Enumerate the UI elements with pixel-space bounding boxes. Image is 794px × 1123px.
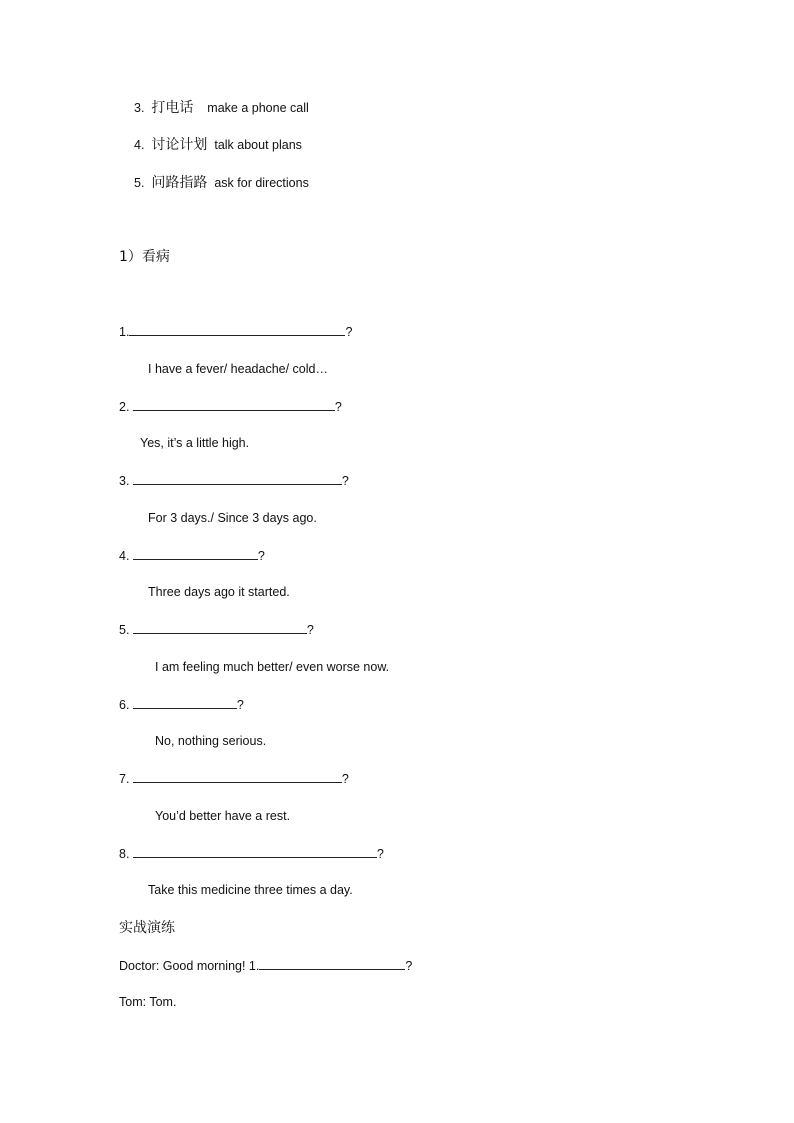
question-line: 7. ?	[119, 772, 349, 786]
answer-text: I have a fever/ headache/ cold…	[148, 362, 328, 376]
answer-blank[interactable]	[133, 621, 307, 634]
answer-text: Take this medicine three times a day.	[148, 883, 353, 897]
answer-text: Three days ago it started.	[148, 585, 290, 599]
section-title: 1）看病	[119, 249, 170, 265]
dialogue-tom-line: Tom: Tom.	[119, 995, 177, 1009]
practice-title: 实战演练	[119, 920, 175, 936]
question-line: 8. ?	[119, 847, 384, 861]
phrase-item: 5. 问路指路 ask for directions	[134, 175, 309, 191]
answer-text: No, nothing serious.	[155, 734, 267, 748]
answer-text: For 3 days./ Since 3 days ago.	[148, 511, 317, 525]
question-line: 1. ?	[119, 325, 353, 339]
answer-blank[interactable]	[259, 957, 405, 970]
answer-blank[interactable]	[133, 696, 237, 709]
dialogue-doctor-line: Doctor: Good morning! 1. ?	[119, 959, 413, 973]
answer-blank[interactable]	[129, 323, 345, 336]
answer-blank[interactable]	[133, 398, 335, 411]
answer-blank[interactable]	[133, 770, 342, 783]
question-line: 4. ?	[119, 549, 265, 563]
phrase-item: 4. 讨论计划 talk about plans	[134, 137, 302, 153]
question-line: 5. ?	[119, 623, 314, 637]
answer-blank[interactable]	[133, 547, 258, 560]
answer-blank[interactable]	[133, 472, 342, 485]
answer-text: Yes, it’s a little high.	[140, 436, 250, 450]
answer-blank[interactable]	[133, 845, 377, 858]
question-line: 3. ?	[119, 474, 349, 488]
question-line: 6. ?	[119, 698, 244, 712]
answer-text: I am feeling much better/ even worse now.	[155, 660, 390, 674]
question-line: 2. ?	[119, 400, 342, 414]
phrase-item: 3. 打电话 make a phone call	[134, 100, 309, 116]
answer-text: You’d better have a rest.	[155, 809, 291, 823]
